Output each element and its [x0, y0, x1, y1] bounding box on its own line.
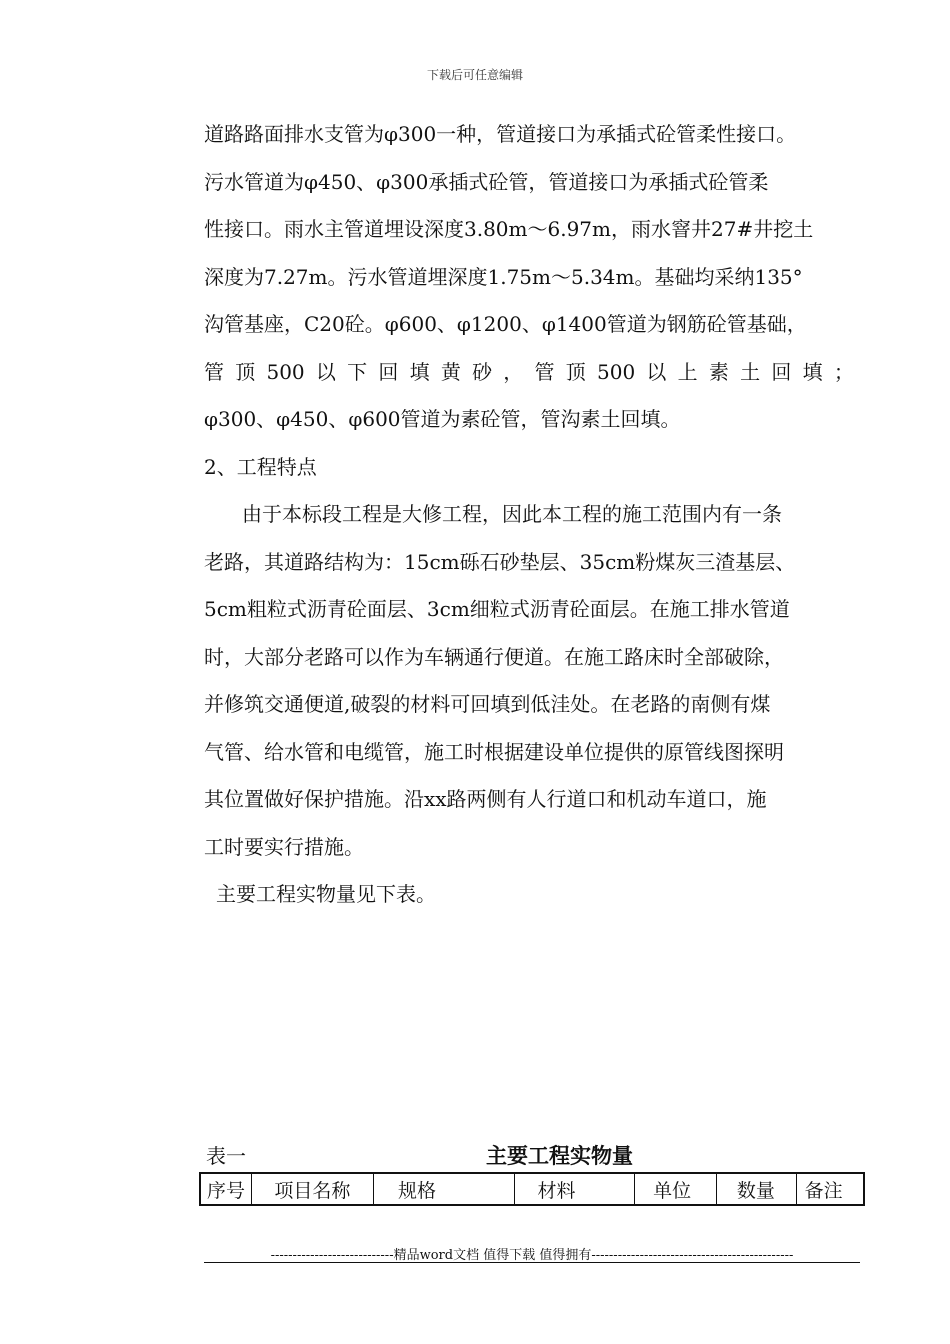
- text-line: 道路路面排水支管为φ300一种，管道接口为承插式砼管柔性接口。: [204, 122, 797, 146]
- text-line: φ300、φ450、φ600管道为素砼管，管沟素土回填。: [204, 407, 681, 431]
- footer-divider: [204, 1262, 860, 1263]
- table-label: 表一: [206, 1144, 246, 1168]
- column-header: 规格: [373, 1173, 515, 1205]
- text-token: 顶: [235, 359, 256, 384]
- table-caption: [204, 1140, 864, 1170]
- text-line: 老路，其道路结构为：15cm砾石砂垫层、35cm粉煤灰三渣基层、: [204, 549, 796, 574]
- text-token: ，: [503, 359, 524, 384]
- column-header: 项目名称: [252, 1173, 374, 1205]
- text-token: 顶: [565, 359, 586, 384]
- text-line: 主要工程实物量见下表。: [216, 882, 436, 906]
- text-line: 工时要实行措施。: [204, 834, 364, 859]
- header-note: 下载后可任意编辑: [426, 68, 523, 82]
- text-token: 黄: [440, 359, 461, 384]
- text-token: 上: [677, 359, 698, 384]
- column-header: 数量: [716, 1173, 796, 1205]
- text-token: 素: [708, 359, 729, 384]
- table-header-row: [200, 1173, 864, 1205]
- text-token: 回: [771, 359, 792, 384]
- text-line: 并修筑交通便道,破裂的材料可回填到低洼处。在老路的南侧有煤: [204, 692, 771, 716]
- text-line: 污水管道为φ450、φ300承插式砼管，管道接口为承插式砼管柔: [204, 169, 769, 194]
- text-line: 深度为7.27m。污水管道埋深度1.75m～5.34m。基础均采纳135°: [204, 264, 803, 289]
- text-line: 沟管基座，C20砼。φ600、φ1200、φ1400管道为钢筋砼管基础，: [204, 312, 807, 336]
- text-line: 其位置做好保护措施。沿xx路两侧有人行道口和机动车道口，施: [204, 787, 767, 811]
- text-token: 管: [204, 359, 224, 384]
- text-token: 土: [740, 359, 761, 384]
- document-body: [204, 111, 874, 919]
- text-token: 以: [315, 359, 336, 384]
- text-line: 5cm粗粒式沥青砼面层、3cm细粒式沥青砼面层。在施工排水管道: [204, 597, 790, 621]
- footer-note: ----------------------------精品word文档 值得下载 值得拥有----------------------------------------------: [270, 1248, 794, 1263]
- text-token: 回: [378, 359, 399, 384]
- column-header: 序号: [200, 1173, 252, 1205]
- text-line-spaced: [204, 349, 854, 397]
- column-header: 备注: [796, 1173, 864, 1205]
- quantities-table: [199, 1172, 865, 1206]
- text-token: 500: [597, 359, 636, 384]
- section-heading: 2、工程特点: [204, 454, 317, 479]
- text-token: 500: [266, 359, 305, 384]
- text-token: 砂: [472, 359, 493, 384]
- text-token: 填: [409, 359, 430, 384]
- column-header: 材料: [515, 1173, 635, 1205]
- text-token: ；: [833, 359, 854, 384]
- text-line: 时，大部分老路可以作为车辆通行便道。在施工路床时全部破除，: [204, 644, 784, 669]
- text-line: 性接口。雨水主管道埋设深度3.80m～6.97m，雨水窨井27#井挖土: [204, 217, 814, 241]
- text-token: 以: [646, 359, 667, 384]
- column-header: 单位: [635, 1173, 717, 1205]
- text-token: 管: [534, 359, 555, 384]
- table-title: 主要工程实物量: [486, 1143, 633, 1168]
- text-line: 气管、给水管和电缆管，施工时根据建设单位提供的原管线图探明: [204, 739, 784, 764]
- text-line: 由于本标段工程是大修工程，因此本工程的施工范围内有一条: [242, 502, 782, 526]
- text-token: 填: [802, 359, 823, 384]
- text-token: 下: [347, 359, 368, 384]
